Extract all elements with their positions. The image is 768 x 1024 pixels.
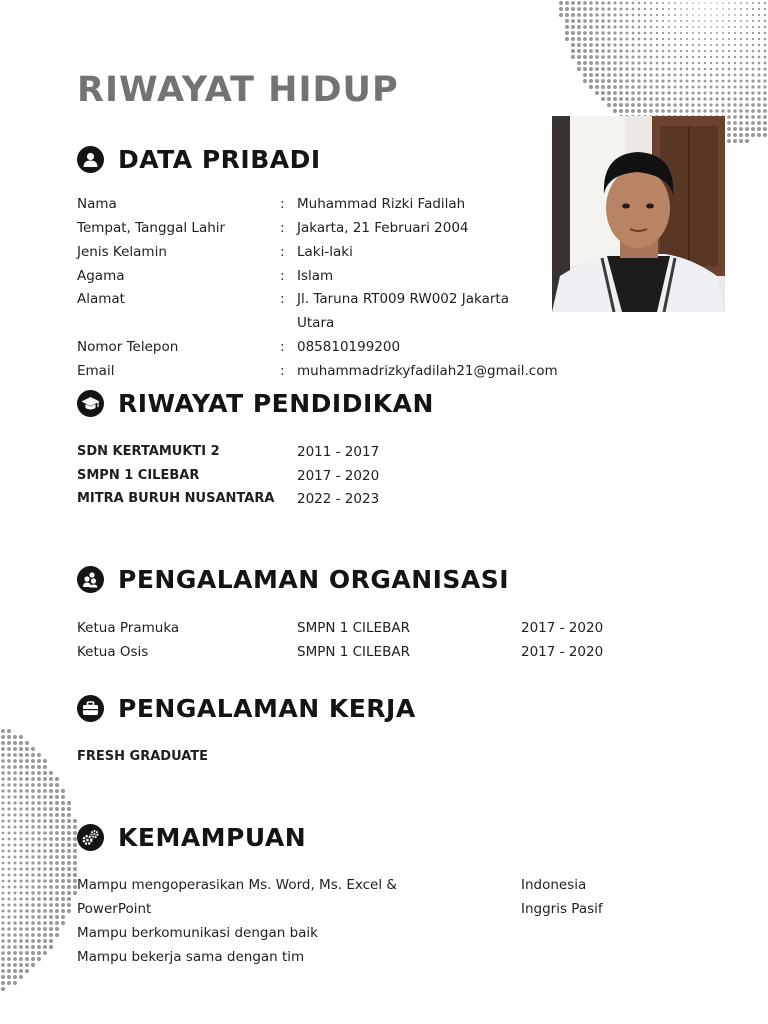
skill-item: Mampu bekerja sama dengan tim [77,949,305,965]
section-title: KEMAMPUAN [118,823,307,852]
personal-label: Agama [77,268,125,284]
personal-label: Nomor Telepon [77,339,179,355]
language-item: Indonesia [521,877,587,893]
user-icon [77,146,104,173]
school-name: SMPN 1 CILEBAR [77,468,200,483]
personal-label: Jenis Kelamin [77,244,167,260]
personal-value: Islam [297,268,334,284]
personal-value: Jakarta, 21 Februari 2004 [297,220,469,236]
org-years: 2017 - 2020 [521,644,604,660]
section-skills [77,823,306,852]
section-title: PENGALAMAN ORGANISASI [118,565,510,594]
school-name: MITRA BURUH NUSANTARA [77,491,275,506]
school-years: 2017 - 2020 [297,468,380,484]
skill-item: PowerPoint [77,901,152,917]
personal-label: Tempat, Tanggal Lahir [77,220,226,236]
personal-value: Laki-laki [297,244,353,260]
email-value: muhammadrizkyfadilah21@gmail.com [297,363,558,379]
org-place: SMPN 1 CILEBAR [297,620,410,636]
document-title: RIWAYAT HIDUP [77,70,399,110]
separator: : [280,268,285,284]
section-work [77,694,416,723]
separator: : [280,291,285,307]
graduation-cap-icon [77,390,104,417]
gears-icon [77,824,104,851]
profile-photo [552,116,725,312]
section-organization [77,565,509,594]
separator: : [280,244,285,260]
school-name: SDN KERTAMUKTI 2 [77,444,220,459]
section-education [77,389,434,418]
language-item: Inggris Pasif [521,901,603,917]
section-title: DATA PRIBADI [118,145,321,174]
personal-value: 085810199200 [297,339,401,355]
org-place: SMPN 1 CILEBAR [297,644,410,660]
separator: : [280,196,285,212]
personal-label: Alamat [77,291,125,307]
skill-item: Mampu mengoperasikan Ms. Word, Ms. Excel & [77,877,397,893]
personal-label: Email [77,363,115,379]
section-title: RIWAYAT PENDIDIKAN [118,389,434,418]
personal-value-continued: Utara [297,315,335,331]
separator: : [280,339,285,355]
separator: : [280,220,285,236]
personal-value: Jl. Taruna RT009 RW002 Jakarta [297,291,509,307]
skill-item: Mampu berkomunikasi dengan baik [77,925,318,941]
group-icon [77,566,104,593]
personal-value: Muhammad Rizki Fadilah [297,196,466,212]
org-role: Ketua Pramuka [77,620,180,636]
school-years: 2022 - 2023 [297,491,380,507]
personal-label: Nama [77,196,117,212]
separator: : [280,363,285,379]
work-status: FRESH GRADUATE [77,749,209,764]
org-role: Ketua Osis [77,644,149,660]
org-years: 2017 - 2020 [521,620,604,636]
section-personal-data [77,145,321,174]
school-years: 2011 - 2017 [297,444,380,460]
section-title: PENGALAMAN KERJA [118,694,416,723]
briefcase-icon [77,695,104,722]
